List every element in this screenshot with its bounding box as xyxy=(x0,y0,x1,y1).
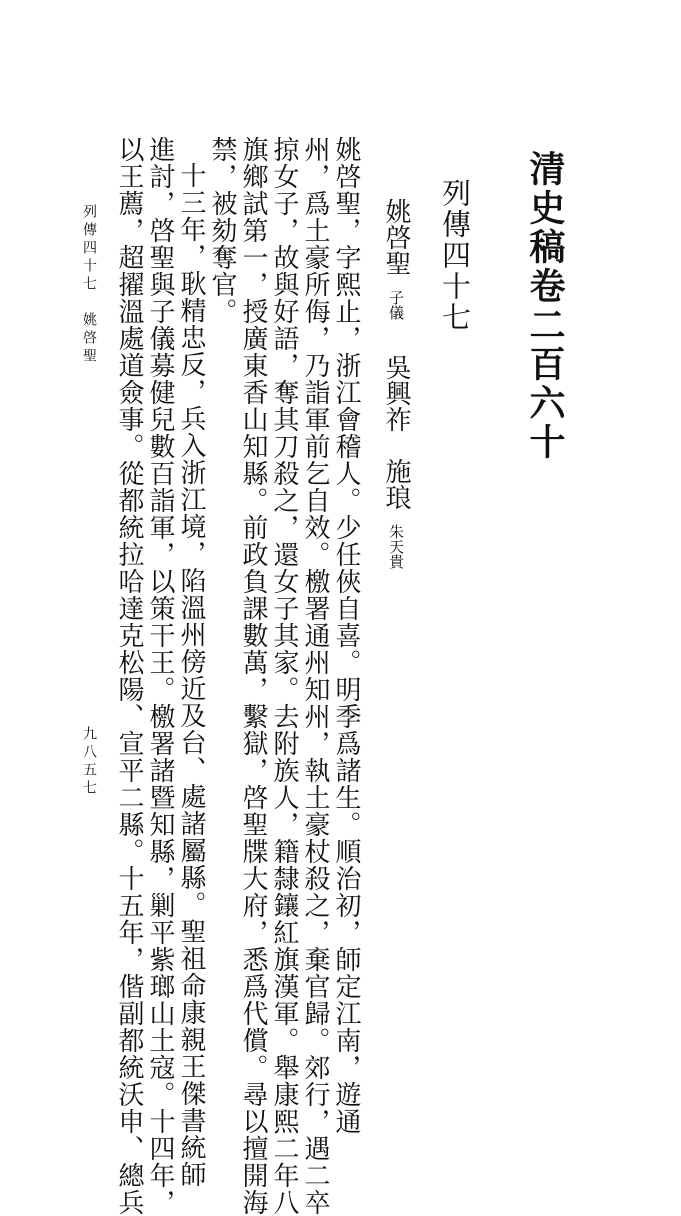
body-column-7: 進討，啓聖與子儀募健兒數百詣軍，以策干王。檄署諸暨知縣，剿平紫瑯山土寇。十四年， xyxy=(145,136,175,1216)
body-column-1: 姚啓聖，字熙止，浙江會稽人。少任俠自喜。明季爲諸生。順治初，師定江南，遊通 xyxy=(331,136,361,1135)
page-number: 九八五七 xyxy=(81,726,97,798)
name-note-ziyi: 子儀 xyxy=(387,290,405,320)
body-column-6: 十三年，耿精忠反，兵入浙江境，陷溫州傍近及台、處諸屬縣。聖祖命康親王傑書統師 xyxy=(176,162,206,1188)
body-column-2: 州，爲土豪所侮，乃詣軍前乞自效。檄署通州知州，執土豪杖殺之，棄官歸。郊行，遇二卒 xyxy=(300,136,330,1216)
name-note-zhu-tiangui: 朱天貴 xyxy=(387,524,405,569)
name-yao-qisheng: 姚啓聖 xyxy=(381,198,411,276)
running-head: 列傳四十七 姚啓聖 xyxy=(81,204,97,366)
chapter-subtitle: 列傳四十七 xyxy=(438,178,472,333)
name-wu-xingzuo: 吳興祚 xyxy=(381,354,411,432)
body-column-4: 旗鄉試第一，授廣東香山知縣。前政負課數萬，繫獄，啓聖牒大府，悉爲代償。尋以擅開海 xyxy=(238,136,268,1216)
body-column-8: 以王薦，超擢溫處道僉事。從都統拉哈達克松陽、宣平二縣。十五年，偕副都統沃申、總兵 xyxy=(114,136,144,1216)
biography-names xyxy=(383,198,409,569)
body-column-3: 掠女子，故與好語，奪其刀殺之，還女子其家。去附族人，籍隸鑲紅旗漢軍。舉康熙二年八 xyxy=(269,136,299,1216)
name-shi-lang: 施琅 xyxy=(381,458,411,510)
body-column-5: 禁，被劾奪官。 xyxy=(207,136,237,325)
volume-title: 清史稿卷二百六十 xyxy=(524,150,566,462)
